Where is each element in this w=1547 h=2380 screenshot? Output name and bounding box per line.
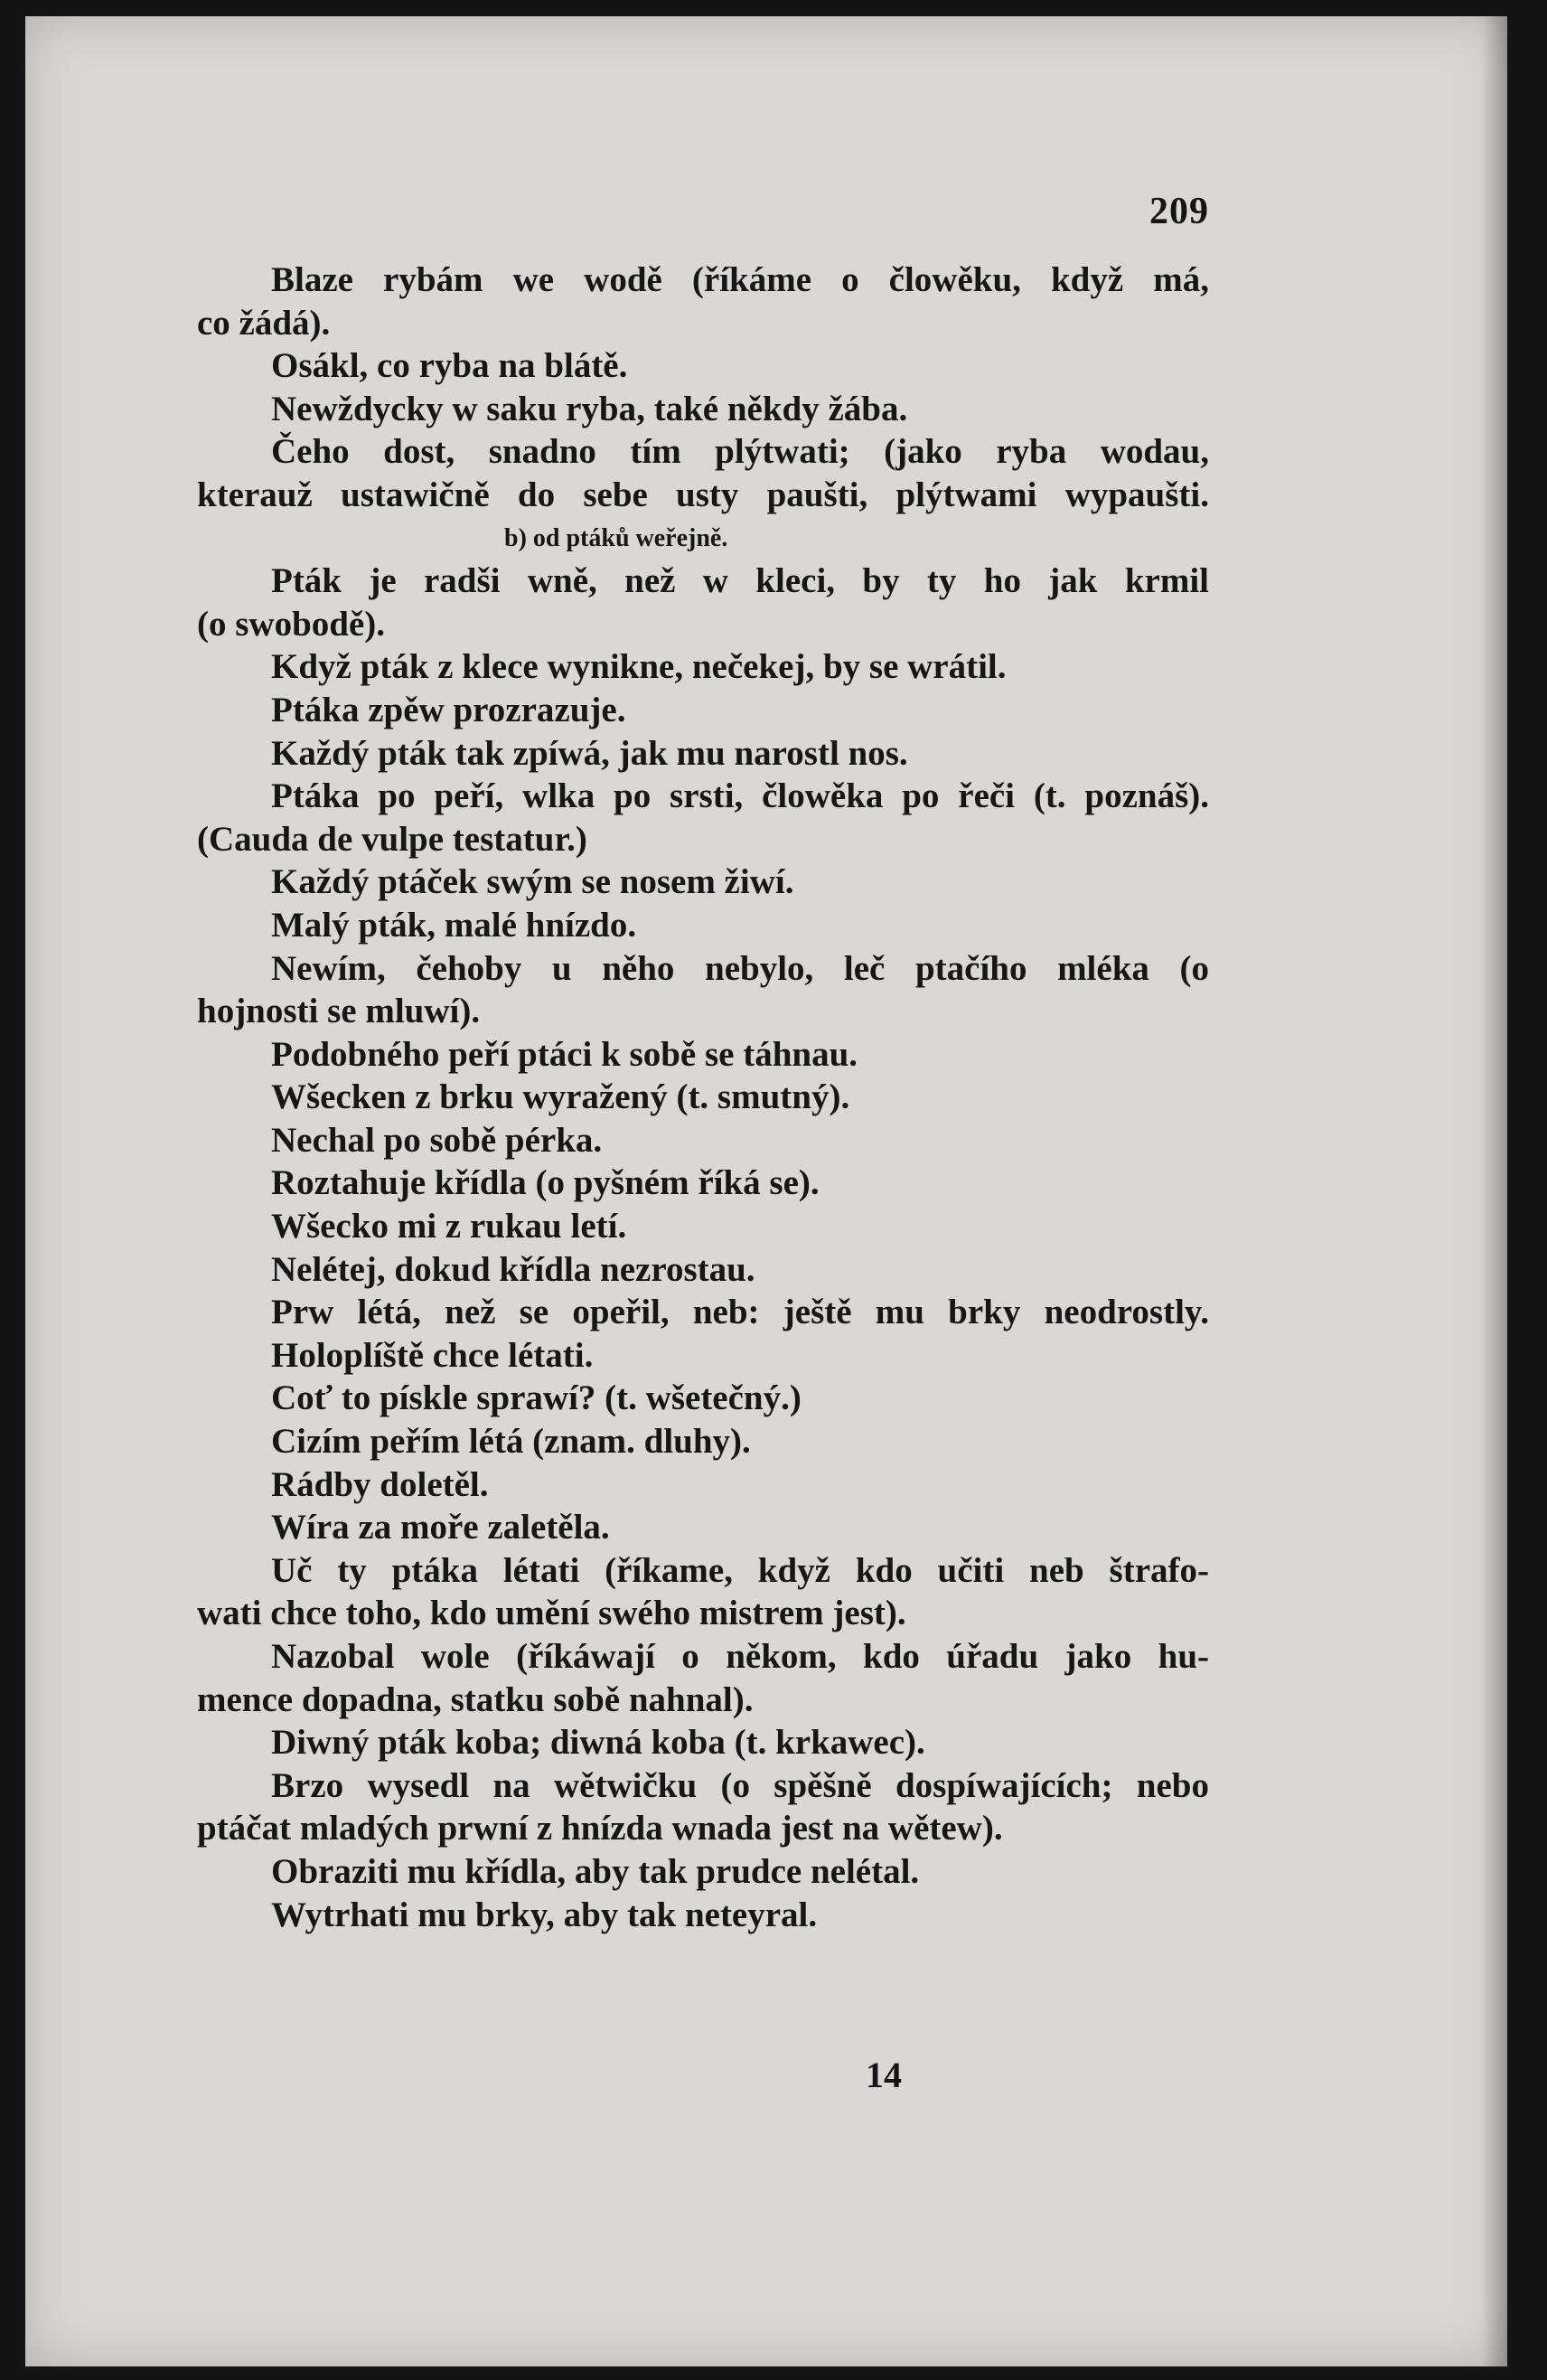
text-line: Nazobal wole (říkáwají o někom, kdo úřadu jako hu-: [271, 1637, 1209, 1676]
text-line: co žádá).: [197, 303, 331, 343]
text-line: Holoplíště chce létati.: [271, 1335, 594, 1375]
text-line: Každý ptáček swým se nosem žiwí.: [271, 862, 794, 902]
text-line: Roztahuje křídla (o pyšném říká se).: [271, 1163, 820, 1203]
body-text: [197, 259, 1209, 1936]
text-line: Rádby doletěl.: [271, 1464, 489, 1504]
text-line: Každý pták tak zpíwá, jak mu narostl nos.: [271, 733, 908, 773]
text-line: Nechal po sobě pérka.: [271, 1120, 603, 1160]
page-number: 209: [1149, 191, 1209, 232]
text-line: Ptáka zpěw prozrazuje.: [271, 690, 626, 729]
text-line: mence dopadna, statku sobě nahnal).: [197, 1679, 754, 1719]
text-line: Wíra za moře zaletěla.: [271, 1508, 610, 1547]
text-line: Čeho dost, snadno tím plýtwati; (jako ryba wodau,: [271, 432, 1209, 472]
text-line: Prw létá, než se opeřil, neb: ještě mu brky neodrostly.: [271, 1293, 1209, 1332]
text-line: Podobného peří ptáci k sobě se táhnau.: [271, 1034, 858, 1074]
book-page: [25, 16, 1507, 2366]
text-line: Blaze rybám we wodě (říkáme o člowěku, když má,: [271, 260, 1209, 299]
text-line: Nelétej, dokud křídla nezrostau.: [271, 1249, 755, 1289]
text-line: Cizím peřím létá (znam. dluhy).: [271, 1422, 751, 1462]
text-line: Uč ty ptáka létati (říkame, když kdo učiti neb štrafo-: [271, 1550, 1209, 1590]
text-line: ptáčat mladých prwní z hnízda wnada jest na wětew).: [197, 1809, 1003, 1848]
text-line: Wšecken z brku wyražený (t. smutný).: [271, 1077, 850, 1117]
text-line: (Cauda de vulpe testatur.): [197, 819, 587, 859]
section-heading: b) od ptáků weřejně.: [504, 523, 728, 552]
text-line: kterauž ustawičně do sebe usty paušti, plýtwami wypaušti.: [197, 475, 1209, 514]
text-line: Osákl, co ryba na blátě.: [271, 346, 628, 386]
text-line: Pták je radši wně, než w kleci, by ty ho jak krmil: [271, 561, 1209, 601]
text-line: Wšecko mi z rukau letí.: [271, 1207, 627, 1246]
text-line: Když pták z klece wynikne, nečekej, by se wrátil.: [271, 647, 1007, 687]
text-line: Coť to pískle sprawí? (t. wšetečný.): [271, 1378, 802, 1418]
text-line: Brzo wysedl na wětwičku (o spěšně dospíwajících; nebo: [271, 1765, 1209, 1805]
text-line: Newím, čehoby u něho nebylo, leč ptačího mléka (o: [271, 948, 1209, 988]
text-line: Obraziti mu křídla, aby tak prudce nelétal.: [271, 1851, 920, 1891]
text-line: Diwný pták koba; diwná koba (t. krkawec).: [271, 1723, 925, 1763]
signature-mark: 14: [866, 2055, 902, 2095]
text-line: Malý pták, malé hnízdo.: [271, 905, 637, 945]
text-line: Newždycky w saku ryba, také někdy žába.: [271, 389, 908, 428]
text-line: wati chce toho, kdo umění swého mistrem jest).: [197, 1594, 906, 1633]
text-line: hojnosti se mluwí).: [197, 992, 481, 1031]
text-line: (o swobodě).: [197, 604, 386, 644]
text-line: Ptáka po peří, wlka po srsti, člowěka po řeči (t. poznáš).: [271, 776, 1209, 816]
text-line: Wytrhati mu brky, aby tak neteyral.: [271, 1895, 818, 1934]
